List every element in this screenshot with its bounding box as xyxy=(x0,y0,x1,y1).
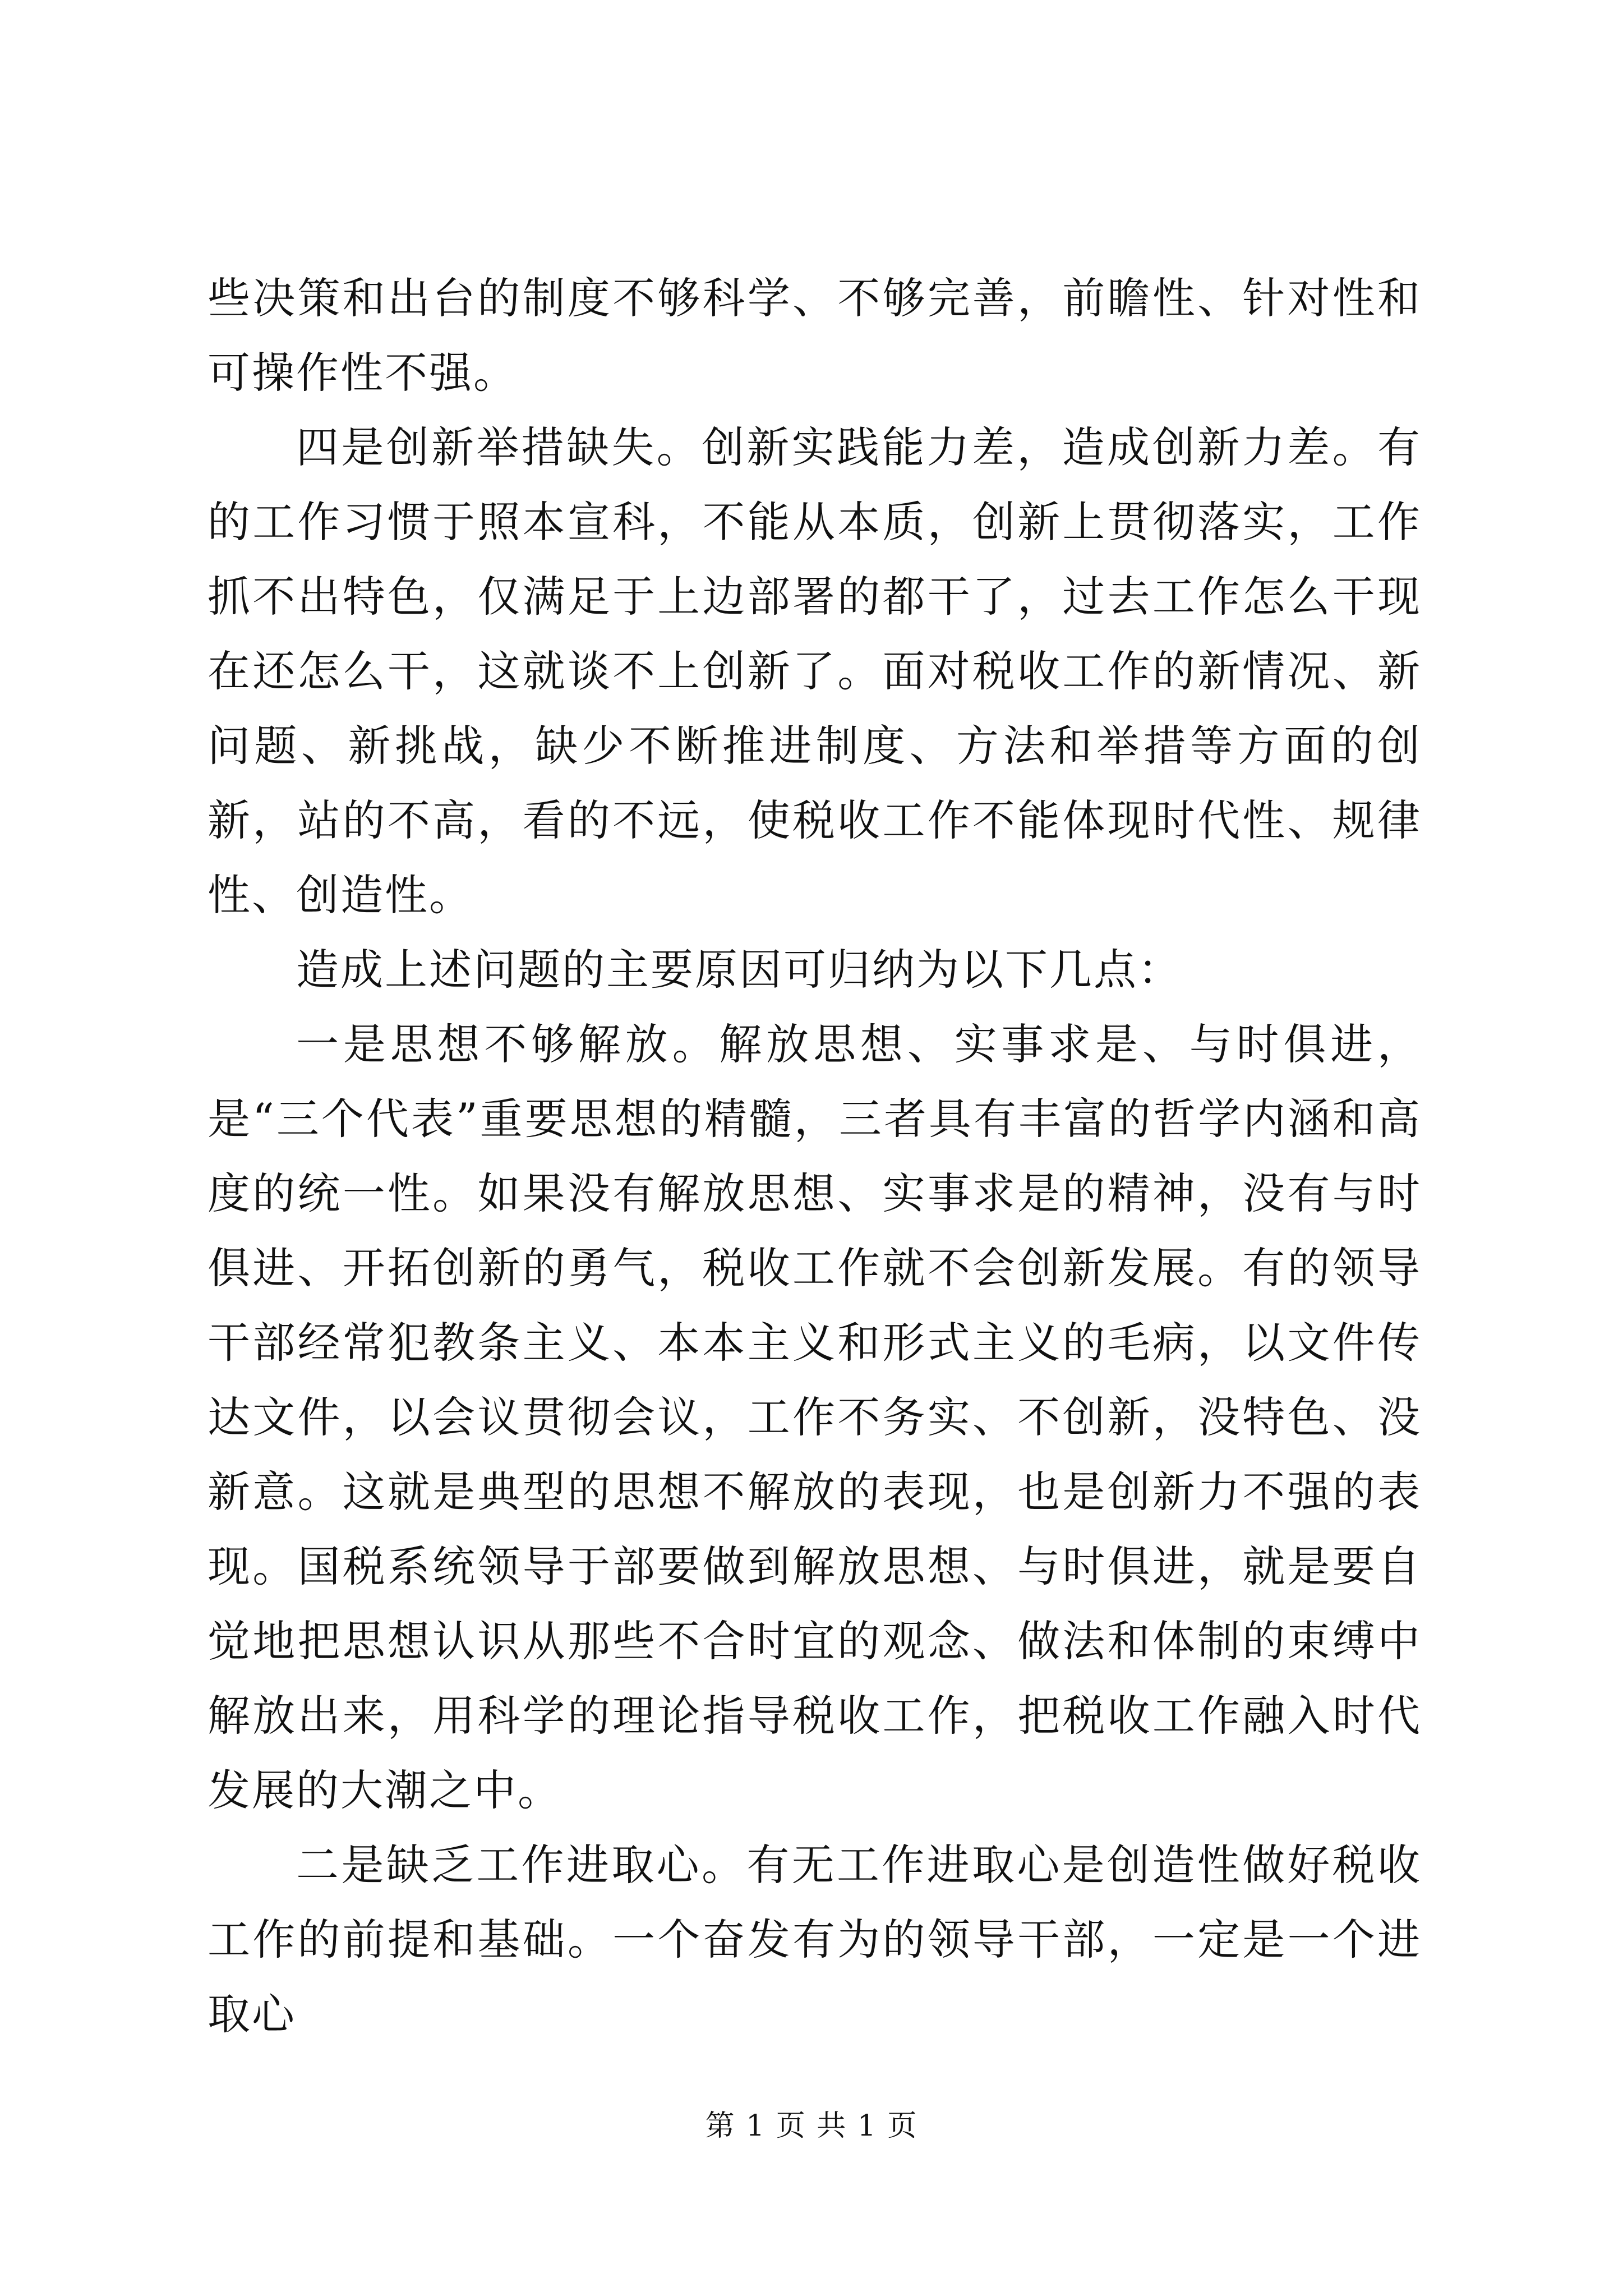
paragraph-causes-intro: 造成上述问题的主要原因可归纳为以下几点： xyxy=(296,945,1182,995)
paragraph-continuation: 些决策和出台的制度不够科学、不够完善，前瞻性、针对性和可操作性不强。 xyxy=(208,273,1422,398)
document-body xyxy=(208,261,1422,2051)
paragraph-thought-liberation: 一是思想不够解放。解放思想、实事求是、与时俱进，是“三个代表”重要思想的精髓，三者具有丰富的哲学内涵和高度的统一性。如果没有解放思想、实事求是的精神，没有与时俱进、开拓创新的勇气，税收工作就不会创新发展。有的领导干部经常犯教条主义、本本主义和形式主义的毛病，以文件传达文件，以会议贯彻会议，工作不务实、不创新，没特色、没新意。这就是典型的思想不解放的表现，也是创新力不强的表现。国税系统领导于部要做到解放思想、与时俱进，就是要自觉地把思想认识从那些不合时宜的观念、做法和体制的束缚中解放出来，用科学的理论指导税收工作，把税收工作融入时代发展的大潮之中。 xyxy=(208,1019,1422,1815)
paragraph-lack-of-drive: 二是缺乏工作进取心。有无工作进取心是创造性做好税收工作的前提和基础。一个奋发有为的领导干部，一定是一个进取心 xyxy=(208,1840,1422,2039)
page-footer: 第 1 页 共 1 页 xyxy=(705,2109,918,2143)
paragraph-innovation-measures: 四是创新举措缺失。创新实践能力差，造成创新力差。有的工作习惯于照本宣科，不能从本质，创新上贯彻落实，工作抓不出特色，仅满足于上边部署的都干了，过去工作怎么干现在还怎么干，这就谈不上创新了。面对税收工作的新情况、新问题、新挑战，缺少不断推进制度、方法和举措等方面的创新，站的不高，看的不远，使税收工作不能体现时代性、规律性、创造性。 xyxy=(208,422,1422,920)
